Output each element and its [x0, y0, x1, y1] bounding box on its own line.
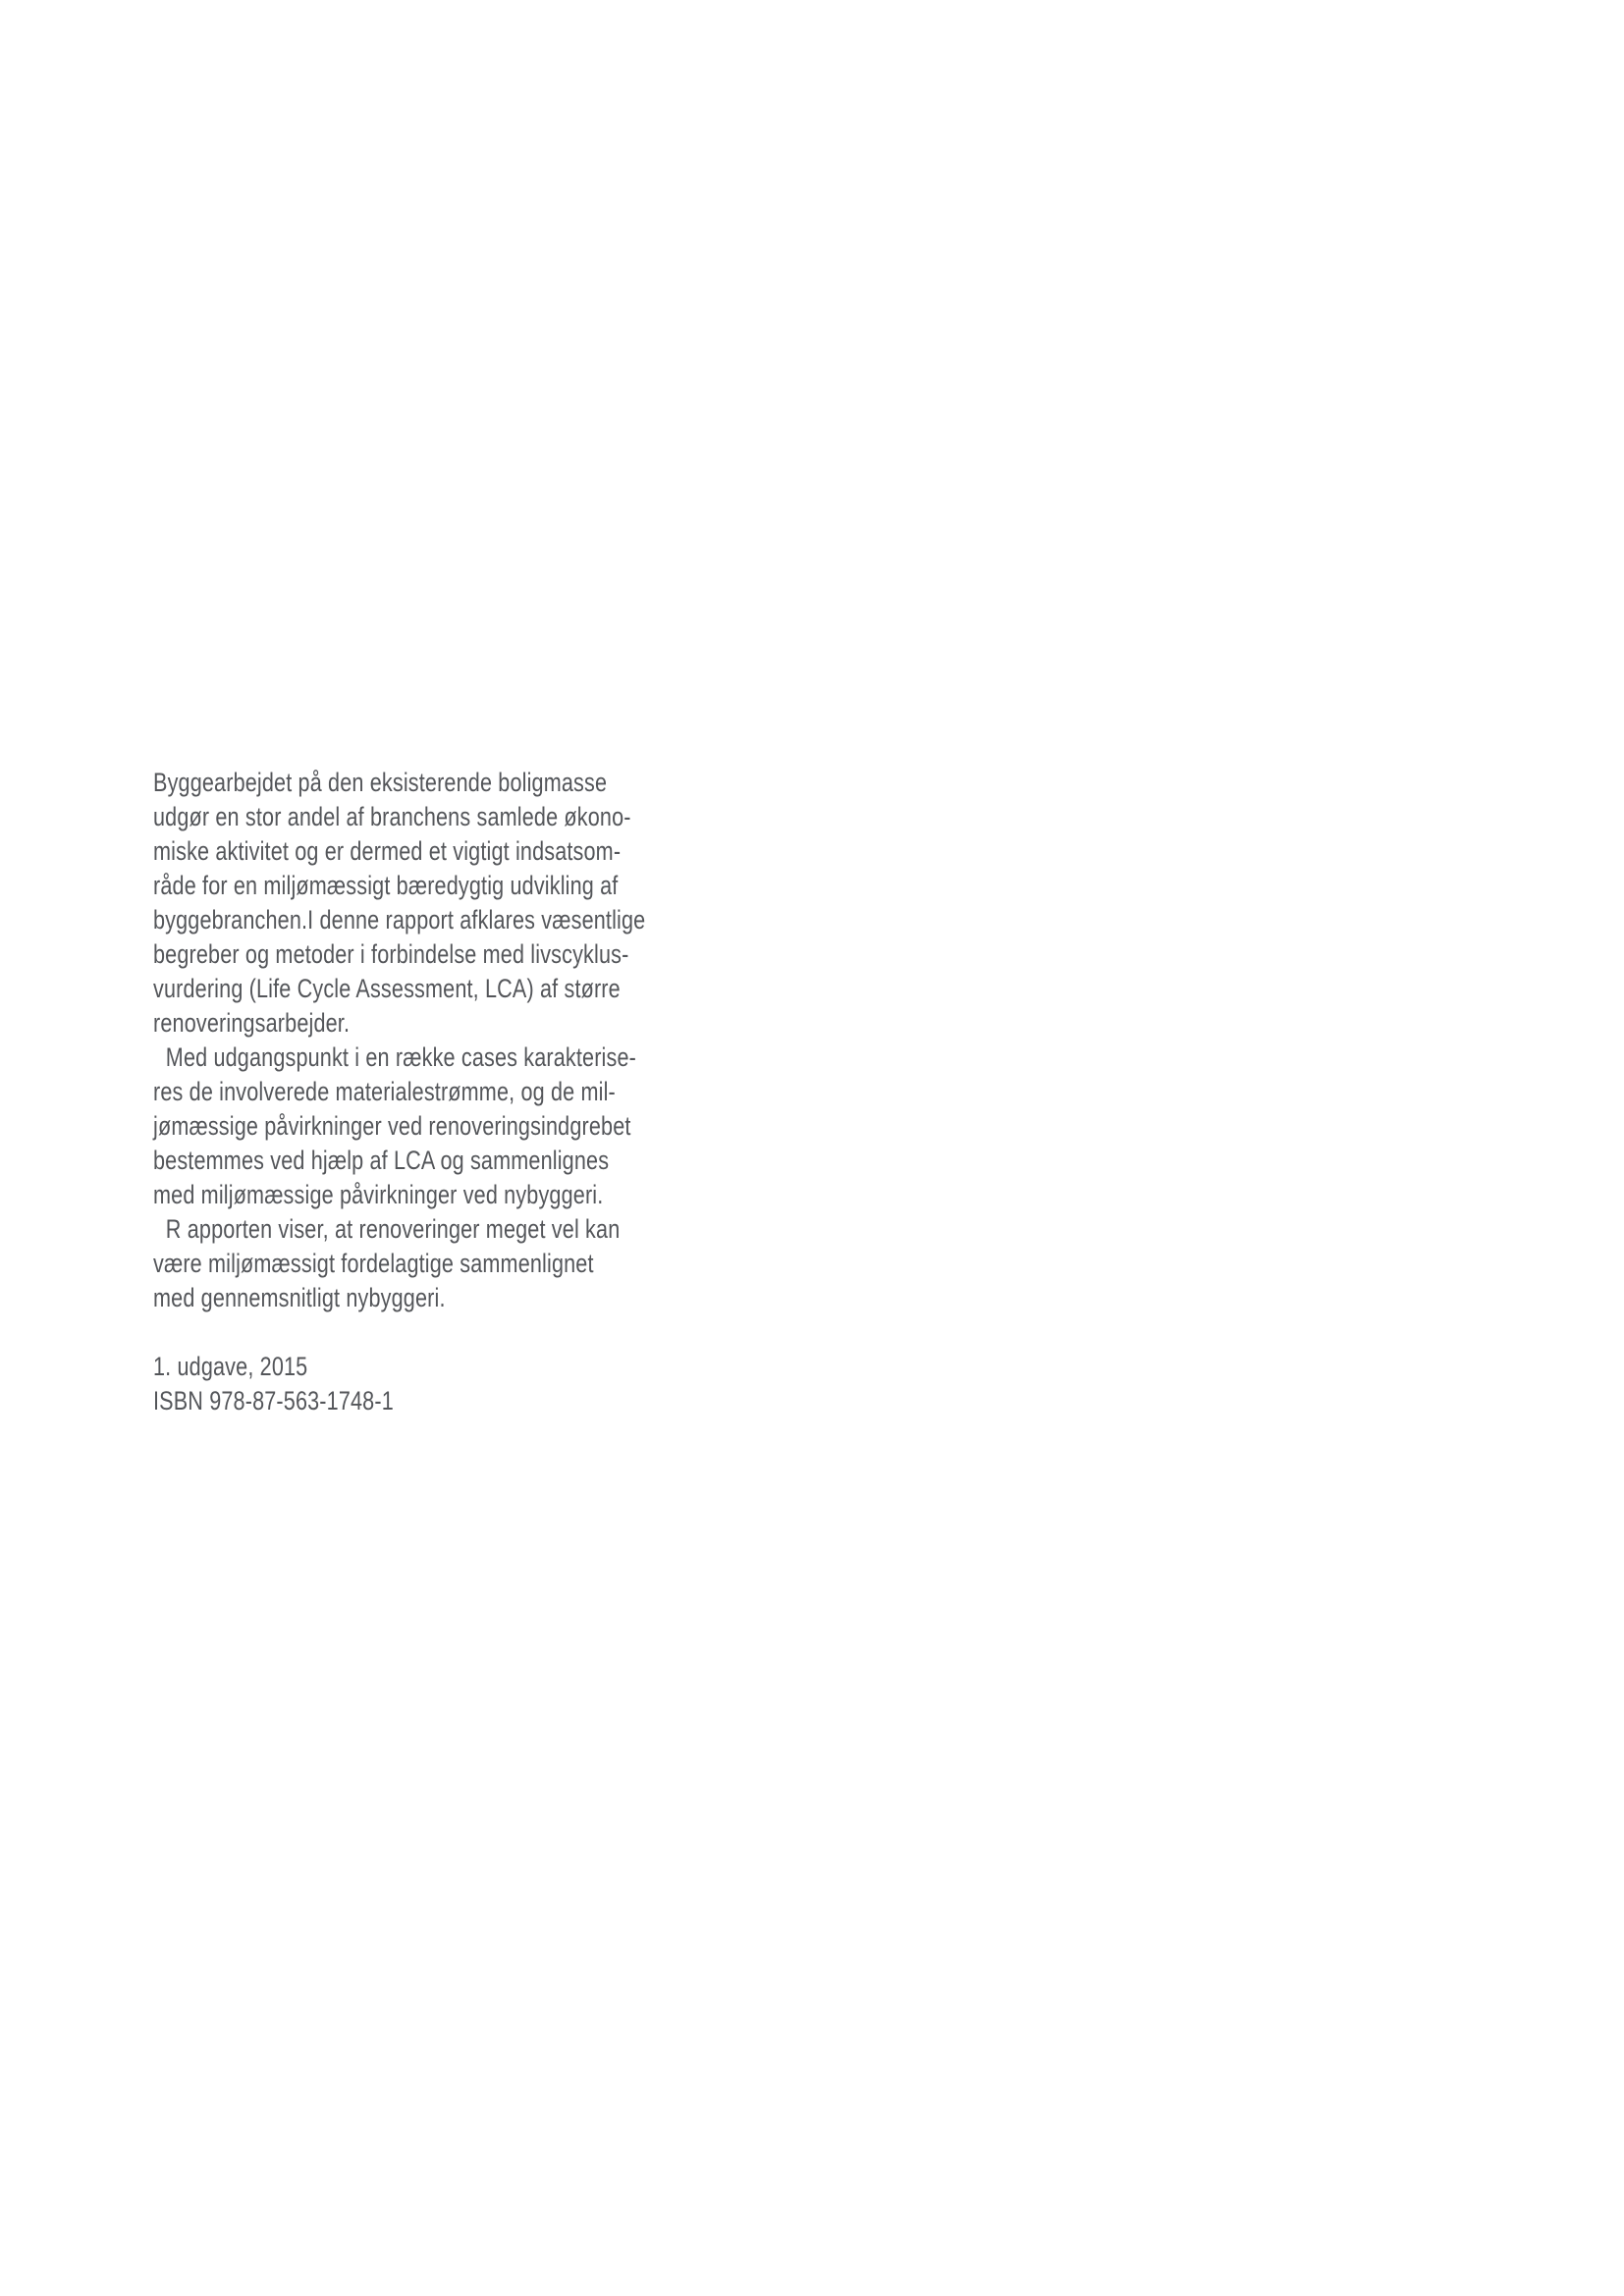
back-cover-text-block [153, 766, 645, 1418]
summary-line: miske aktivitet og er dermed et vigtigt indsatsom- [153, 836, 622, 866]
summary-line: R apporten viser, at renoveringer meget vel kan [165, 1214, 621, 1244]
summary-line: udgør en stor andel af branchens samlede økono- [153, 802, 631, 831]
edition-line: 1. udgave, 2015 [153, 1352, 308, 1381]
summary-line: med gennemsnitligt nybyggeri. [153, 1283, 446, 1312]
isbn-line: ISBN 978-87-563-1748-1 [153, 1386, 394, 1415]
summary-line: vurdering (Life Cycle Assessment, LCA) af større [153, 974, 621, 1003]
summary-line: jømæssige påvirkninger ved renoveringsindgrebet [153, 1111, 631, 1141]
summary-line: med miljømæssige påvirkninger ved nybyggeri. [153, 1180, 604, 1209]
summary-line: råde for en miljømæssigt bæredygtig udvikling af [153, 871, 619, 900]
summary-line: bestemmes ved hjælp af LCA og sammenlignes [153, 1146, 610, 1175]
summary-line: renoveringsarbejder. [153, 1008, 351, 1038]
blank-line [153, 1315, 645, 1350]
summary-line: Med udgangspunkt i en række cases karakterise- [165, 1042, 637, 1072]
summary-line: være miljømæssigt fordelagtige sammenlignet [153, 1249, 594, 1278]
summary-line: byggebranchen.I denne rapport afklares væsentlige [153, 905, 646, 934]
summary-line: res de involverede materialestrømme, og de mil- [153, 1077, 616, 1106]
summary-line: begreber og metoder i forbindelse med livscyklus- [153, 939, 629, 969]
summary-line: Byggearbejdet på den eksisterende boligmasse [153, 768, 608, 797]
